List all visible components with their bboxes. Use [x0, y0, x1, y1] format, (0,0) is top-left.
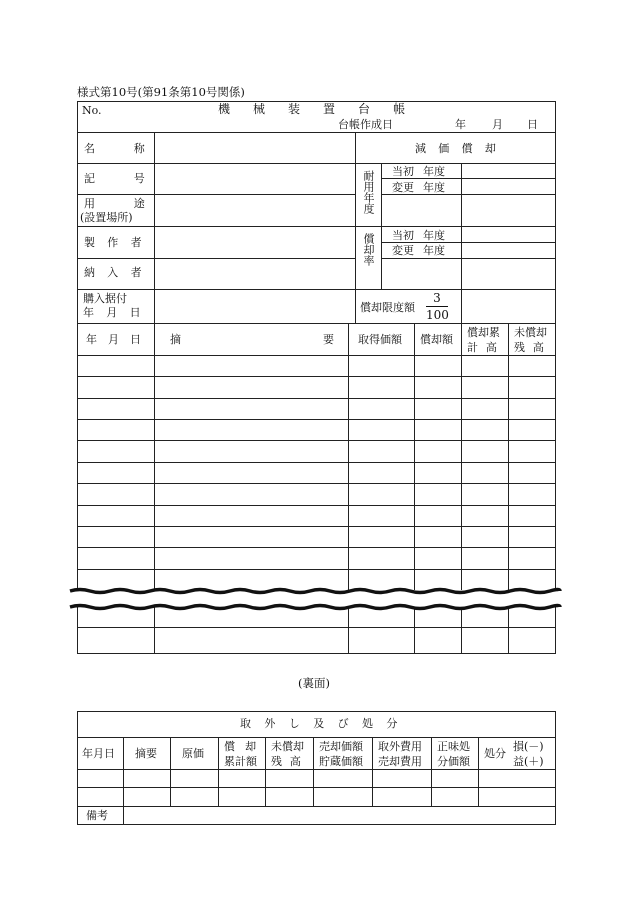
back-side-label: (裏面): [298, 676, 330, 690]
back-col-rem-2: 残 高: [271, 755, 301, 768]
date-month-unit: 月: [492, 118, 503, 131]
back-col-rem-1: 未償却: [271, 740, 304, 753]
use-location-label: (設置場所): [80, 211, 133, 224]
code-label: 記 号: [84, 172, 145, 185]
limit-label: 償却限度額: [360, 301, 415, 314]
ledger-date-label: 台帳作成日: [338, 118, 393, 131]
col-depreciation: 償却額: [420, 333, 453, 346]
purchase-date-label: 年 月 日: [83, 306, 141, 319]
ledger-title: 機 械 装 置 台 帳: [218, 102, 406, 116]
back-col-sale-1: 売却価額: [319, 740, 363, 753]
col-acquisition: 取得価額: [358, 333, 402, 346]
back-col-gain: 益(＋): [513, 755, 544, 768]
back-col-date: 年月日: [82, 747, 115, 760]
name-label: 名 称: [84, 142, 145, 155]
back-title: 取 外 し 及 び 処 分: [240, 717, 398, 730]
col-date: 年 月 日: [86, 333, 141, 346]
date-year-unit: 年: [455, 118, 466, 131]
maker-label: 製 作 者: [84, 236, 142, 249]
col-remaining-2: 残 高: [514, 341, 544, 354]
purchase-label: 購入据付: [83, 292, 127, 305]
supplier-label: 納 入 者: [84, 266, 142, 279]
front-frame: [78, 102, 556, 654]
rate-label: 償却率: [362, 233, 375, 266]
col-cumulative-1: 償却累: [467, 326, 500, 339]
rate-initial-year: 当初 年度: [392, 229, 445, 242]
no-label: No.: [82, 104, 102, 117]
life-initial-year: 当初 年度: [392, 165, 445, 178]
back-col-cum-2: 累計額: [224, 755, 257, 768]
back-col-net-2: 分価額: [437, 755, 470, 768]
remarks-label: 備考: [86, 809, 108, 822]
limit-fraction: [426, 291, 448, 322]
back-col-removal-1: 取外費用: [378, 740, 422, 753]
back-col-removal-2: 売却費用: [378, 755, 422, 768]
col-remaining-1: 未償却: [514, 326, 547, 339]
fraction-numerator: 3: [433, 291, 441, 305]
back-col-net-1: 正味処: [437, 740, 470, 753]
depreciation-header: 減 価 償 却: [415, 142, 496, 155]
back-col-summary: 摘要: [135, 747, 157, 760]
fraction-denominator: 100: [426, 308, 449, 322]
rate-changed-year: 変更 年度: [392, 244, 445, 257]
form-caption: 様式第10号(第91条第10号関係): [77, 85, 245, 99]
date-day-unit: 日: [527, 118, 538, 131]
back-col-disposal: 処分: [484, 747, 506, 760]
col-summary-left: 摘: [170, 333, 181, 346]
back-col-cum-1: 償 却: [224, 740, 257, 753]
useful-life-label: 耐用年度: [362, 170, 375, 214]
col-cumulative-2: 計 高: [467, 341, 497, 354]
back-col-cost: 原価: [182, 747, 204, 760]
col-summary-right: 要: [323, 333, 334, 346]
use-label: 用 途: [84, 197, 145, 210]
back-col-loss: 損(－): [513, 740, 544, 753]
back-col-sale-2: 貯蔵価額: [319, 755, 363, 768]
life-changed-year: 変更 年度: [392, 181, 445, 194]
fraction-bar: [426, 306, 448, 307]
